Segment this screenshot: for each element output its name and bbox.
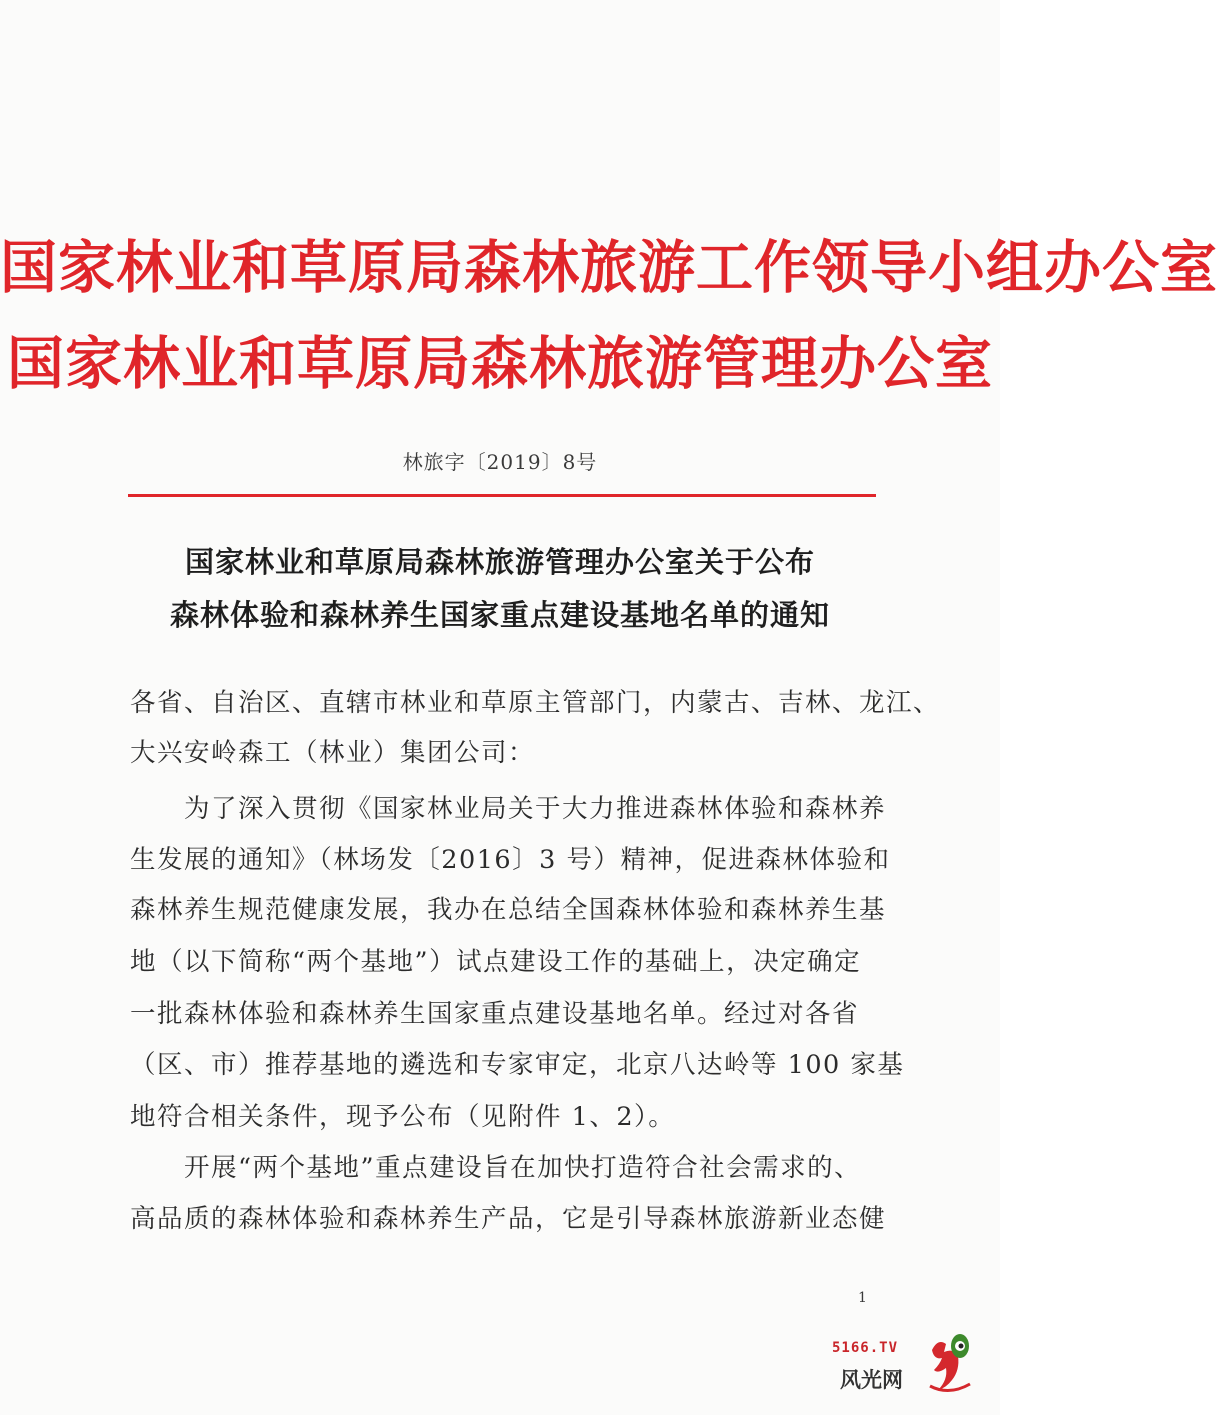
body-line: 高品质的森林体验和森林养生产品，它是引导森林旅游新业态健: [130, 1204, 887, 1234]
notice-title-line-2: 森林体验和森林养生国家重点建设基地名单的通知: [169, 598, 830, 632]
body-line: 大兴安岭森工（林业）集团公司：: [130, 738, 536, 768]
issuing-office-line-1: 国家林业和草原局森林旅游工作领导小组办公室: [0, 234, 1218, 301]
document-number: 林旅字〔2019〕8号: [402, 450, 598, 474]
watermark-site-text: 5166.TV: [832, 1340, 899, 1356]
page-number: 1: [858, 1290, 867, 1306]
watermark-logo-icon: [924, 1330, 974, 1396]
red-divider-line: [128, 494, 876, 497]
body-line: 各省、自治区、直辖市林业和草原主管部门，内蒙古、吉林、龙江、: [130, 688, 941, 718]
notice-title-line-1: 国家林业和草原局森林旅游管理办公室关于公布: [184, 545, 815, 579]
body-line: （区、市）推荐基地的遴选和专家审定，北京八达岭等 100 家基: [130, 1050, 905, 1080]
body-line: 一批森林体验和森林养生国家重点建设基地名单。经过对各省: [130, 999, 860, 1029]
body-line: 为了深入贯彻《国家林业局关于大力推进森林体验和森林养: [130, 794, 887, 824]
site-watermark: [818, 1330, 978, 1400]
body-line: 生发展的通知》（林场发〔2016〕3 号）精神，促进森林体验和: [130, 845, 891, 875]
body-line: 地符合相关条件，现予公布（见附件 1、2）。: [130, 1102, 676, 1132]
body-line: 森林养生规范健康发展，我办在总结全国森林体验和森林养生基: [130, 895, 887, 925]
body-line: 开展“两个基地”重点建设旨在加快打造符合社会需求的、: [130, 1153, 862, 1183]
watermark-site-name: 风光网: [840, 1368, 903, 1392]
body-line: 地（以下简称“两个基地”）试点建设工作的基础上，决定确定: [130, 947, 862, 977]
issuing-office-line-2: 国家林业和草原局森林旅游管理办公室: [7, 330, 993, 397]
